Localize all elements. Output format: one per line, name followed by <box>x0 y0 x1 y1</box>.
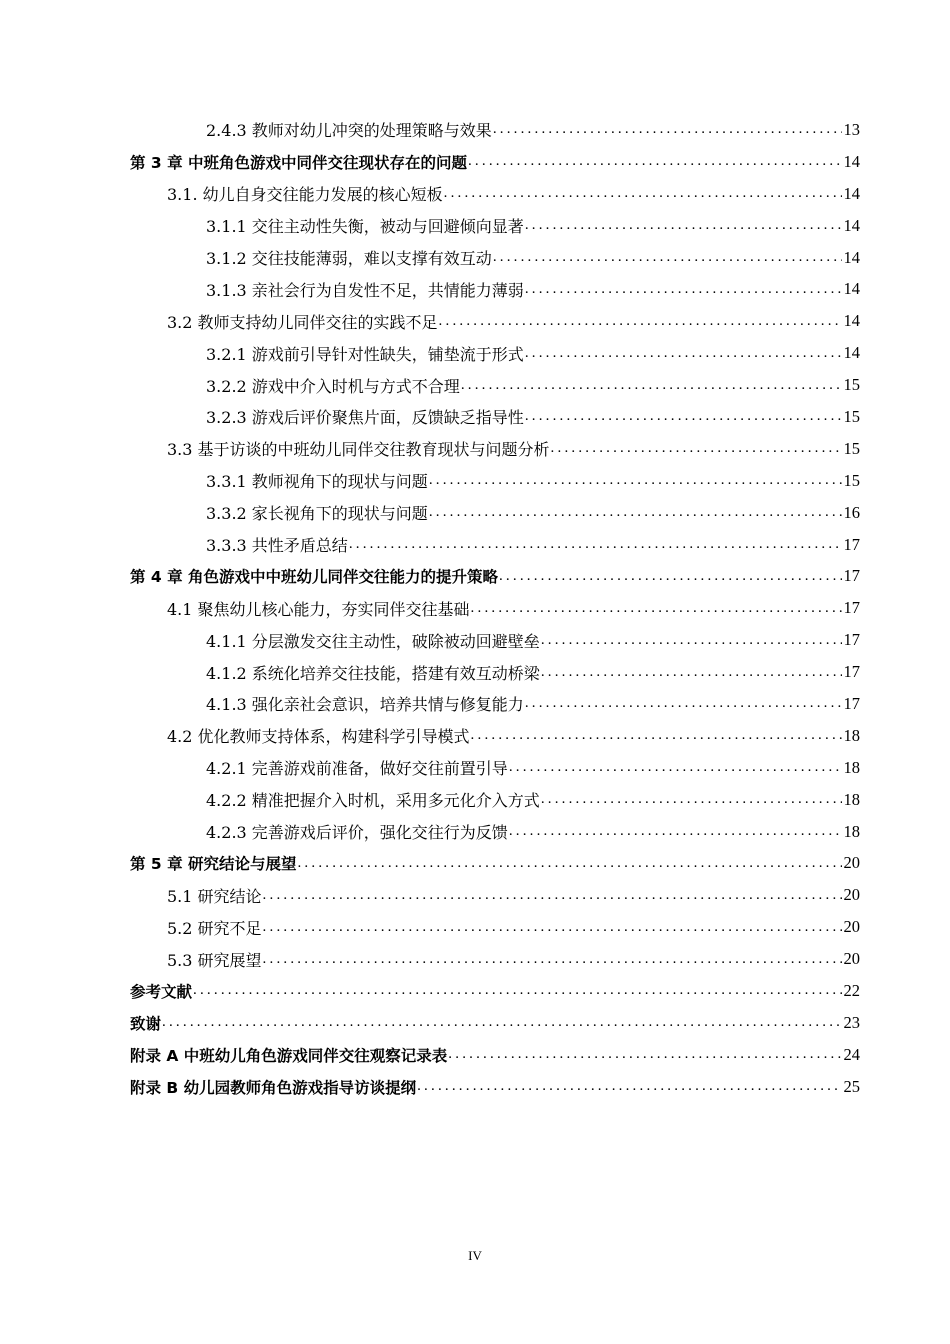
toc-entry-title: 5.3 研究展望 <box>167 950 262 970</box>
toc-entry-page: 18 <box>843 757 860 777</box>
toc-entry[interactable] <box>0 816 950 848</box>
toc-entry[interactable] <box>0 529 950 561</box>
toc-entry-page: 17 <box>843 566 860 586</box>
toc-entry[interactable] <box>0 1071 950 1103</box>
dot-leader <box>525 345 842 362</box>
toc-entry-page: 15 <box>843 375 860 395</box>
toc-entry[interactable] <box>0 911 950 943</box>
toc-entry-title: 第 3 章 中班角色游戏中同伴交往现状存在的问题 <box>130 153 467 172</box>
dot-leader <box>429 504 842 521</box>
dot-leader <box>162 1014 841 1031</box>
toc-entry[interactable] <box>0 369 950 401</box>
toc-entry[interactable] <box>0 178 950 210</box>
toc-entry-page: 14 <box>843 343 860 363</box>
toc-entry[interactable] <box>0 465 950 497</box>
toc-entry-title: 3.2.2 游戏中介入时机与方式不合理 <box>206 376 460 396</box>
toc-entry[interactable] <box>0 943 950 975</box>
toc-entry[interactable] <box>0 752 950 784</box>
toc-entry-title: 3.2 教师支持幼儿同伴交往的实践不足 <box>167 312 438 332</box>
toc-entry[interactable] <box>0 656 950 688</box>
toc-entry[interactable] <box>0 1039 950 1071</box>
toc-entry[interactable] <box>0 305 950 337</box>
toc-entry-page: 14 <box>843 183 860 203</box>
dot-leader <box>263 951 842 968</box>
toc-entry-page: 20 <box>843 853 860 873</box>
toc-entry-page: 14 <box>843 247 860 267</box>
toc-entry-title: 3.3.2 家长视角下的现状与问题 <box>206 504 428 524</box>
toc-entry-page: 15 <box>843 406 860 426</box>
toc-entry[interactable] <box>0 688 950 720</box>
dot-leader <box>448 1046 841 1063</box>
toc-entry-title: 3.3.3 共性矛盾总结 <box>206 536 348 556</box>
toc-entry-page: 18 <box>843 725 860 745</box>
dot-leader <box>551 440 842 457</box>
dot-leader <box>525 695 842 712</box>
toc-entry-title: 5.1 研究结论 <box>167 886 262 906</box>
dot-leader <box>471 727 842 744</box>
toc-entry-title: 4.1 聚焦幼儿核心能力，夯实同伴交往基础 <box>167 599 470 619</box>
toc-entry-page: 14 <box>843 151 860 171</box>
toc-entry-title: 3.3 基于访谈的中班幼儿同伴交往教育现状与问题分析 <box>167 440 550 460</box>
dot-leader <box>493 249 842 266</box>
toc-entry[interactable] <box>0 592 950 624</box>
toc-entry-title: 4.2 优化教师支持体系，构建科学引导模式 <box>167 727 470 747</box>
toc-entry-title: 3.1.3 亲社会行为自发性不足，共情能力薄弱 <box>206 280 524 300</box>
toc-entry-page: 17 <box>843 534 860 554</box>
toc-entry[interactable] <box>0 975 950 1007</box>
toc-entry-title: 3.2.3 游戏后评价聚焦片面，反馈缺乏指导性 <box>206 408 524 428</box>
dot-leader <box>525 217 842 234</box>
toc-entry-title: 3.1.2 交往技能薄弱，难以支撑有效互动 <box>206 249 492 268</box>
toc-entry-page: 15 <box>843 470 860 490</box>
toc-entry-title: 4.1.2 系统化培养交往技能，搭建有效互动桥梁 <box>206 663 540 683</box>
toc-entry-title: 4.2.2 精准把握介入时机，采用多元化介入方式 <box>206 791 540 811</box>
toc-entry-title: 3.3.1 教师视角下的现状与问题 <box>206 472 428 492</box>
toc-entry-page: 17 <box>843 662 860 682</box>
toc-entry-title: 4.1.3 强化亲社会意识，培养共情与修复能力 <box>206 695 524 715</box>
toc-entry-title: 4.2.1 完善游戏前准备，做好交往前置引导 <box>206 759 508 779</box>
dot-leader <box>439 313 842 330</box>
toc-entry-title: 2.4.3 教师对幼儿冲突的处理策略与效果 <box>206 121 492 141</box>
dot-leader <box>193 982 841 999</box>
toc-entry[interactable] <box>0 879 950 911</box>
toc-entry-title: 5.2 研究不足 <box>167 918 262 938</box>
dot-leader <box>417 1078 841 1095</box>
toc-entry[interactable] <box>0 210 950 242</box>
toc-entry[interactable] <box>0 847 950 879</box>
dot-leader <box>468 153 842 170</box>
dot-leader <box>525 408 842 425</box>
toc-entry[interactable] <box>0 1007 950 1039</box>
toc-entry-page: 20 <box>843 885 860 905</box>
toc-entry-title: 第 4 章 角色游戏中中班幼儿同伴交往能力的提升策略 <box>130 568 498 587</box>
toc-entry-title: 第 5 章 研究结论与展望 <box>130 855 297 874</box>
toc-entry-title: 附录 B 幼儿园教师角色游戏指导访谈提纲 <box>130 1078 417 1097</box>
toc-entry-page: 24 <box>843 1044 860 1064</box>
toc-entry-page: 17 <box>843 630 860 650</box>
toc-entry-title: 3.1. 幼儿自身交往能力发展的核心短板 <box>167 185 443 205</box>
toc-entry-page: 20 <box>843 949 860 969</box>
toc-entry[interactable] <box>0 560 950 592</box>
toc-entry[interactable] <box>0 433 950 465</box>
toc-entry[interactable] <box>0 401 950 433</box>
dot-leader <box>541 791 842 808</box>
toc-entry[interactable] <box>0 624 950 656</box>
toc-entry-title: 4.1.1 分层激发交往主动性，破除被动回避壁垒 <box>206 631 540 651</box>
toc-entry-page: 25 <box>843 1076 860 1096</box>
toc-entry-page: 14 <box>843 215 860 235</box>
toc-entry-page: 18 <box>843 821 860 841</box>
toc-entry[interactable] <box>0 337 950 369</box>
toc-entry-page: 17 <box>843 693 860 713</box>
toc-entry-page: 22 <box>843 980 860 1000</box>
toc-entry-title: 3.2.1 游戏前引导针对性缺失，铺垫流于形式 <box>206 344 524 364</box>
toc-entry-title: 致谢 <box>130 1014 162 1033</box>
toc-entry-title: 3.1.1 交往主动性失衡，被动与回避倾向显著 <box>206 217 524 237</box>
dot-leader <box>541 664 842 681</box>
toc-entry-page: 15 <box>843 438 860 458</box>
toc-entry[interactable] <box>0 497 950 529</box>
toc-entry-page: 16 <box>843 502 860 522</box>
toc-entry-title: 附录 A 中班幼儿角色游戏同伴交往观察记录表 <box>130 1046 448 1065</box>
dot-leader <box>429 472 842 489</box>
dot-leader <box>541 632 842 649</box>
dot-leader <box>444 185 842 202</box>
toc-entry-title: 4.2.3 完善游戏后评价，强化交往行为反馈 <box>206 823 508 843</box>
toc-entry[interactable] <box>0 784 950 816</box>
toc-entry[interactable] <box>0 273 950 305</box>
table-of-contents <box>0 114 950 1103</box>
dot-leader <box>471 600 842 617</box>
dot-leader <box>349 536 842 553</box>
toc-entry-title: 参考文献 <box>130 982 193 1001</box>
dot-leader <box>509 759 842 776</box>
toc-entry-page: 18 <box>843 789 860 809</box>
toc-entry-page: 13 <box>843 119 860 139</box>
dot-leader <box>297 855 841 872</box>
toc-entry[interactable] <box>0 242 950 274</box>
dot-leader <box>461 377 842 394</box>
toc-entry-page: 20 <box>843 917 860 937</box>
toc-entry-page: 14 <box>843 279 860 299</box>
toc-entry-page: 14 <box>843 311 860 331</box>
toc-entry[interactable] <box>0 146 950 178</box>
page-number: IV <box>468 1248 482 1263</box>
dot-leader <box>509 823 842 840</box>
toc-entry[interactable] <box>0 114 950 146</box>
dot-leader <box>263 887 842 904</box>
dot-leader <box>263 919 842 936</box>
toc-entry-page: 23 <box>843 1012 860 1032</box>
dot-leader <box>499 568 842 585</box>
dot-leader <box>493 121 842 138</box>
dot-leader <box>525 281 842 298</box>
toc-entry[interactable] <box>0 720 950 752</box>
toc-entry-page: 17 <box>843 598 860 618</box>
